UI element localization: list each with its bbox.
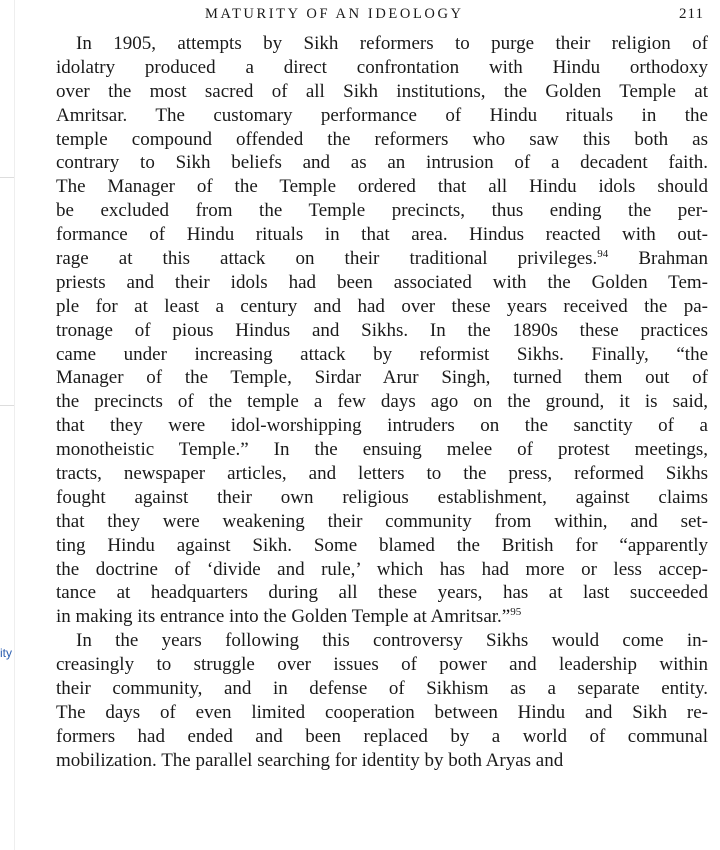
line-text: fought against their own religious establishment, against claims [56,486,708,508]
paragraph [56,32,708,629]
text-line [56,486,708,510]
line-text: priests and their idols had been associated with the Golden Tem- [56,271,708,293]
line-text: The days of even limited cooperation between Hindu and Sikh re- [56,701,708,723]
line-text: creasingly to struggle over issues of power and leadership within [56,654,708,676]
text-line [56,629,708,653]
text-line [56,104,708,128]
text-line [56,534,708,558]
line-text: In 1905, attempts by Sikh reformers to purge their religion of [76,33,708,54]
text-line [56,80,708,104]
line-text: tracts, newspaper articles, and letters to the press, reformed Sikhs [56,463,708,485]
text-line [56,390,708,414]
text-line [56,677,708,701]
line-text: monotheistic Temple.” In the ensuing melee of protest meetings, [56,439,708,461]
line-text: the precincts of the temple a few days ago on the ground, it is said, [56,391,708,413]
text-line [56,581,708,605]
text-line [56,438,708,462]
line-text-continued: Brahman [608,248,708,270]
text-line [56,199,708,223]
text-line [56,605,708,629]
line-text: over the most sacred of all Sikh institutions, the Golden Temple at [56,80,708,102]
line-text: that they were weakening their community from within, and set- [56,510,708,532]
line-text: ple for at least a century and had over these years received the pa- [56,295,708,317]
line-text: The Manager of the Temple ordered that all Hindu idols should [56,176,708,198]
text-line [56,558,708,582]
text-line [56,151,708,175]
text-line [56,343,708,367]
line-text: Amritsar. The customary performance of Hindu rituals in the [56,104,708,126]
body-text [56,32,708,773]
line-text: formers had ended and been replaced by a world of communal [56,725,708,747]
footnote-reference[interactable]: 95 [510,606,522,619]
line-text: Manager of the Temple, Sirdar Arur Singh, turned them out of [56,367,708,389]
line-text: rage at this attack on their traditional privileges. [56,248,598,270]
margin-text-fragment: ity [0,646,12,660]
text-line [56,749,708,773]
line-text: that they were idol-worshipping intruders on the sanctity of a [56,415,708,437]
text-line [56,462,708,486]
text-line [56,247,708,271]
text-line [56,510,708,534]
text-line [56,295,708,319]
line-text: in making its entrance into the Golden Temple at Amritsar.” [56,606,511,628]
line-text: tronage of pious Hindus and Sikhs. In the 1890s these practices [56,319,708,341]
left-margin-strip [0,0,15,850]
footnote-reference[interactable]: 94 [597,248,609,261]
margin-divider [0,177,14,178]
line-text: tance at headquarters during all these years, has at last succeeded [56,582,708,604]
line-text: formance of Hindu rituals in that area. Hindus reacted with out- [56,224,708,246]
line-text: mobilization. The parallel searching for identity by both Aryas and [56,749,564,771]
line-text: contrary to Sikh beliefs and as an intrusion of a decadent faith. [56,152,708,174]
page-number: 211 [679,6,704,22]
line-text: temple compound offended the reformers who saw this both as [56,128,708,150]
text-line [56,271,708,295]
paragraph [56,629,708,772]
line-text: the doctrine of ‘divide and rule,’ which has had more or less accep- [56,558,708,580]
text-line [56,175,708,199]
line-text: their community, and in defense of Sikhism as a separate entity. [56,678,708,700]
page-header [57,6,712,30]
text-line [56,223,708,247]
margin-divider [0,405,14,406]
text-line [56,366,708,390]
text-line [56,701,708,725]
text-line [56,725,708,749]
line-text: idolatry produced a direct confrontation with Hindu orthodoxy [56,56,708,78]
text-line [56,319,708,343]
text-line [56,32,708,56]
line-text: came under increasing attack by reformist Sikhs. Finally, “the [56,343,708,365]
text-line [56,56,708,80]
text-line [56,414,708,438]
running-head: MATURITY OF AN IDEOLOGY [205,6,464,22]
line-text: be excluded from the Temple precincts, thus ending the per- [56,200,708,222]
text-line [56,128,708,152]
line-text: In the years following this controversy Sikhs would come in- [76,630,708,652]
text-line [56,653,708,677]
line-text: ting Hindu against Sikh. Some blamed the British for “apparently [56,534,708,556]
